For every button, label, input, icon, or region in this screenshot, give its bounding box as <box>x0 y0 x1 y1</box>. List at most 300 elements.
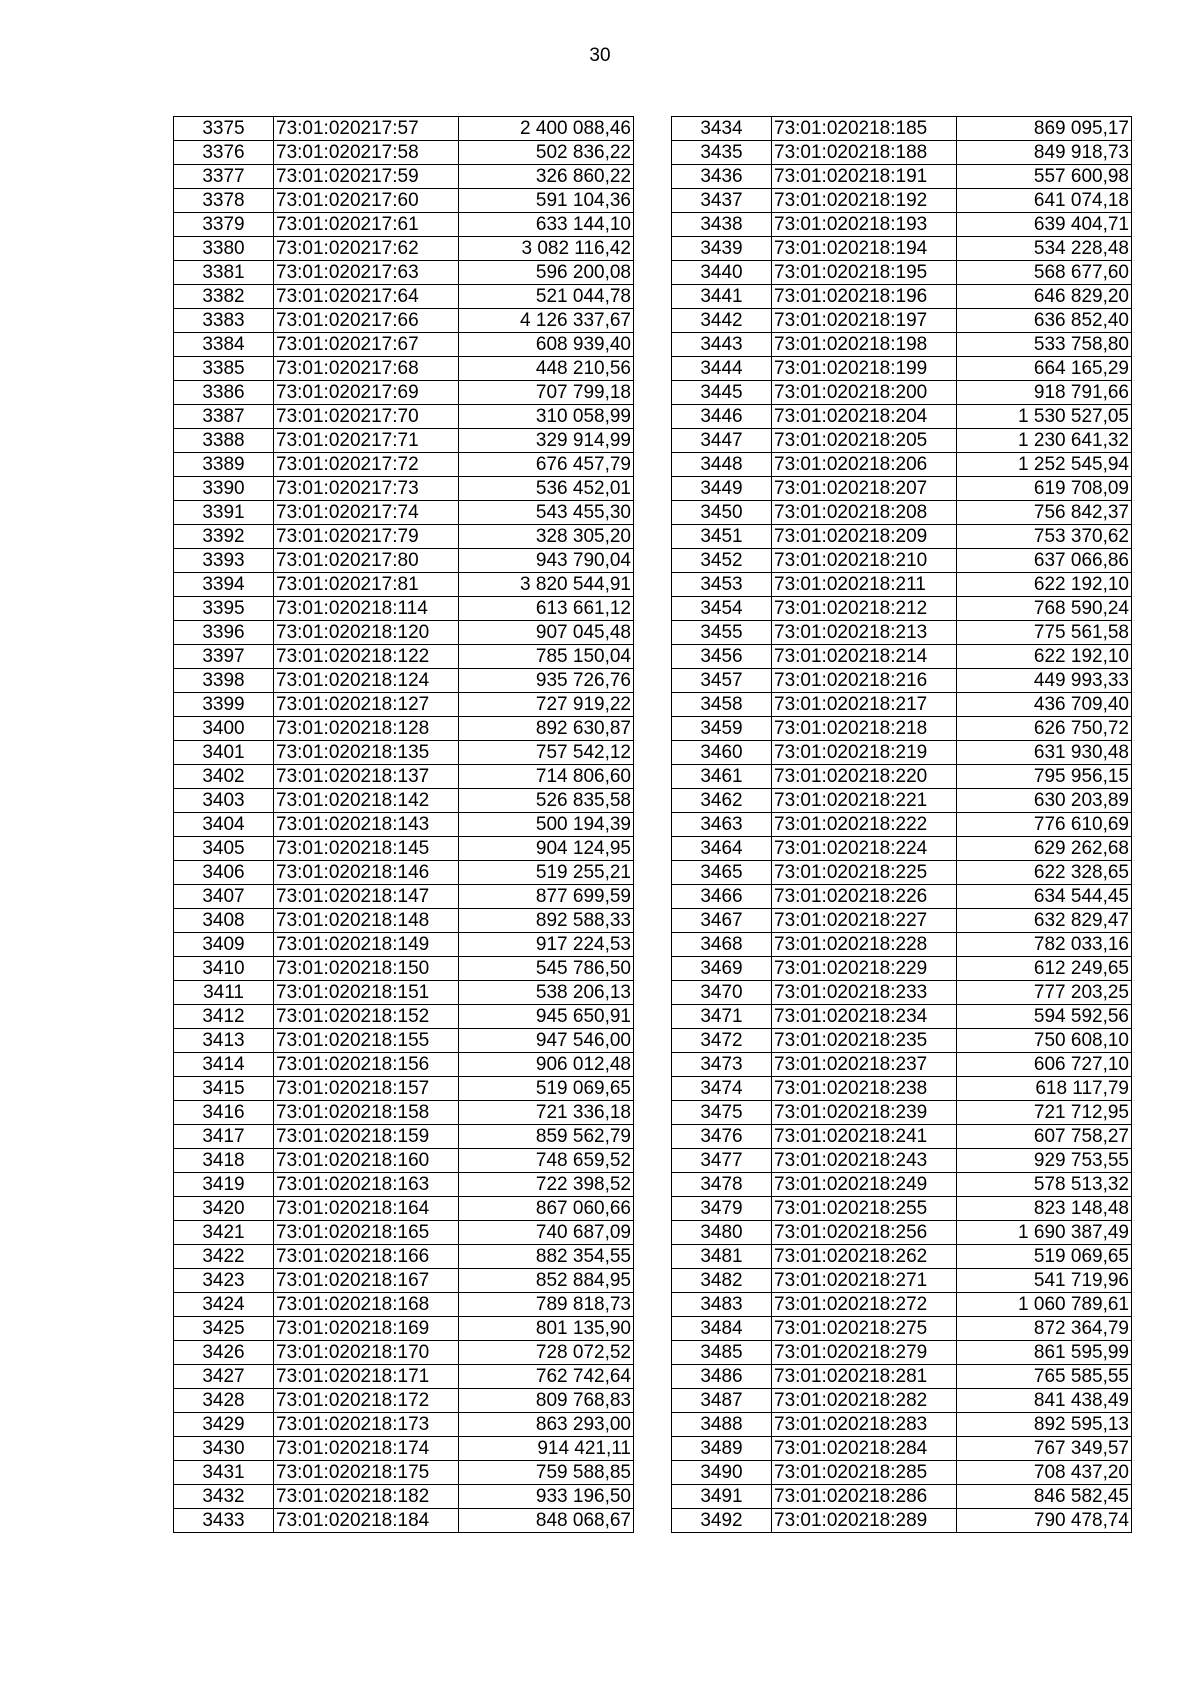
value-cell: 809 768,83 <box>459 1389 634 1413</box>
cadastral-number-cell: 73:01:020217:72 <box>274 453 459 477</box>
cadastral-number-cell: 73:01:020218:272 <box>772 1293 957 1317</box>
row-number-cell: 3419 <box>174 1173 274 1197</box>
value-cell: 622 328,65 <box>957 861 1132 885</box>
row-number-cell: 3424 <box>174 1293 274 1317</box>
table-row <box>174 1005 634 1029</box>
table-row <box>672 165 1132 189</box>
row-number-cell: 3477 <box>672 1149 772 1173</box>
table-row <box>672 357 1132 381</box>
value-cell: 1 230 641,32 <box>957 429 1132 453</box>
cadastral-number-cell: 73:01:020218:275 <box>772 1317 957 1341</box>
cadastral-number-cell: 73:01:020218:279 <box>772 1341 957 1365</box>
cadastral-number-cell: 73:01:020218:221 <box>772 789 957 813</box>
row-number-cell: 3432 <box>174 1485 274 1509</box>
left-table <box>173 116 634 1533</box>
cadastral-number-cell: 73:01:020218:235 <box>772 1029 957 1053</box>
value-cell: 543 455,30 <box>459 501 634 525</box>
value-cell: 594 592,56 <box>957 1005 1132 1029</box>
table-row <box>672 645 1132 669</box>
row-number-cell: 3441 <box>672 285 772 309</box>
value-cell: 872 364,79 <box>957 1317 1132 1341</box>
table-row <box>672 381 1132 405</box>
table-row <box>174 213 634 237</box>
table-row <box>174 1317 634 1341</box>
table-row <box>672 525 1132 549</box>
value-cell: 1 252 545,94 <box>957 453 1132 477</box>
row-number-cell: 3471 <box>672 1005 772 1029</box>
table-row <box>672 1461 1132 1485</box>
cadastral-number-cell: 73:01:020218:143 <box>274 813 459 837</box>
value-cell: 634 544,45 <box>957 885 1132 909</box>
table-row <box>174 717 634 741</box>
value-cell: 502 836,22 <box>459 141 634 165</box>
value-cell: 767 349,57 <box>957 1437 1132 1461</box>
cadastral-number-cell: 73:01:020218:172 <box>274 1389 459 1413</box>
table-row <box>174 1365 634 1389</box>
cadastral-number-cell: 73:01:020218:217 <box>772 693 957 717</box>
table-row <box>174 1461 634 1485</box>
table-row <box>174 1125 634 1149</box>
row-number-cell: 3393 <box>174 549 274 573</box>
value-cell: 608 939,40 <box>459 333 634 357</box>
cadastral-number-cell: 73:01:020218:204 <box>772 405 957 429</box>
cadastral-number-cell: 73:01:020218:150 <box>274 957 459 981</box>
cadastral-number-cell: 73:01:020217:79 <box>274 525 459 549</box>
cadastral-number-cell: 73:01:020218:219 <box>772 741 957 765</box>
right-table-body <box>672 117 1132 1533</box>
value-cell: 848 068,67 <box>459 1509 634 1533</box>
table-row <box>672 1365 1132 1389</box>
value-cell: 801 135,90 <box>459 1317 634 1341</box>
value-cell: 676 457,79 <box>459 453 634 477</box>
row-number-cell: 3376 <box>174 141 274 165</box>
table-row <box>672 1005 1132 1029</box>
row-number-cell: 3380 <box>174 237 274 261</box>
table-row <box>174 645 634 669</box>
table-row <box>174 285 634 309</box>
row-number-cell: 3386 <box>174 381 274 405</box>
row-number-cell: 3423 <box>174 1269 274 1293</box>
cadastral-number-cell: 73:01:020218:241 <box>772 1125 957 1149</box>
row-number-cell: 3472 <box>672 1029 772 1053</box>
value-cell: 768 590,24 <box>957 597 1132 621</box>
value-cell: 545 786,50 <box>459 957 634 981</box>
row-number-cell: 3379 <box>174 213 274 237</box>
value-cell: 933 196,50 <box>459 1485 634 1509</box>
cadastral-number-cell: 73:01:020218:120 <box>274 621 459 645</box>
row-number-cell: 3483 <box>672 1293 772 1317</box>
row-number-cell: 3409 <box>174 933 274 957</box>
value-cell: 328 305,20 <box>459 525 634 549</box>
row-number-cell: 3401 <box>174 741 274 765</box>
row-number-cell: 3422 <box>174 1245 274 1269</box>
value-cell: 449 993,33 <box>957 669 1132 693</box>
table-row <box>174 1053 634 1077</box>
row-number-cell: 3418 <box>174 1149 274 1173</box>
left-table-body <box>174 117 634 1533</box>
table-row <box>174 453 634 477</box>
value-cell: 728 072,52 <box>459 1341 634 1365</box>
value-cell: 849 918,73 <box>957 141 1132 165</box>
cadastral-number-cell: 73:01:020218:152 <box>274 1005 459 1029</box>
cadastral-number-cell: 73:01:020218:239 <box>772 1101 957 1125</box>
value-cell: 641 074,18 <box>957 189 1132 213</box>
value-cell: 943 790,04 <box>459 549 634 573</box>
row-number-cell: 3452 <box>672 549 772 573</box>
value-cell: 536 452,01 <box>459 477 634 501</box>
row-number-cell: 3478 <box>672 1173 772 1197</box>
cadastral-number-cell: 73:01:020218:114 <box>274 597 459 621</box>
table-row <box>174 621 634 645</box>
row-number-cell: 3491 <box>672 1485 772 1509</box>
value-cell: 904 124,95 <box>459 837 634 861</box>
cadastral-number-cell: 73:01:020218:191 <box>772 165 957 189</box>
table-row <box>672 1485 1132 1509</box>
row-number-cell: 3459 <box>672 717 772 741</box>
table-row <box>672 981 1132 1005</box>
cadastral-number-cell: 73:01:020218:168 <box>274 1293 459 1317</box>
table-row <box>174 1221 634 1245</box>
row-number-cell: 3388 <box>174 429 274 453</box>
value-cell: 519 069,65 <box>957 1245 1132 1269</box>
value-cell: 762 742,64 <box>459 1365 634 1389</box>
row-number-cell: 3415 <box>174 1077 274 1101</box>
value-cell: 785 150,04 <box>459 645 634 669</box>
value-cell: 859 562,79 <box>459 1125 634 1149</box>
table-row <box>672 597 1132 621</box>
row-number-cell: 3398 <box>174 669 274 693</box>
value-cell: 823 148,48 <box>957 1197 1132 1221</box>
value-cell: 892 595,13 <box>957 1413 1132 1437</box>
cadastral-number-cell: 73:01:020218:209 <box>772 525 957 549</box>
row-number-cell: 3447 <box>672 429 772 453</box>
table-row <box>672 141 1132 165</box>
value-cell: 519 069,65 <box>459 1077 634 1101</box>
cadastral-number-cell: 73:01:020218:184 <box>274 1509 459 1533</box>
table-row <box>174 693 634 717</box>
table-row <box>672 1173 1132 1197</box>
cadastral-number-cell: 73:01:020218:205 <box>772 429 957 453</box>
cadastral-number-cell: 73:01:020218:145 <box>274 837 459 861</box>
cadastral-number-cell: 73:01:020218:169 <box>274 1317 459 1341</box>
cadastral-number-cell: 73:01:020217:71 <box>274 429 459 453</box>
cadastral-number-cell: 73:01:020218:238 <box>772 1077 957 1101</box>
cadastral-number-cell: 73:01:020218:135 <box>274 741 459 765</box>
row-number-cell: 3482 <box>672 1269 772 1293</box>
value-cell: 1 060 789,61 <box>957 1293 1132 1317</box>
table-row <box>174 1149 634 1173</box>
cadastral-number-cell: 73:01:020218:157 <box>274 1077 459 1101</box>
row-number-cell: 3399 <box>174 693 274 717</box>
value-cell: 892 588,33 <box>459 909 634 933</box>
table-row <box>174 309 634 333</box>
cadastral-number-cell: 73:01:020218:212 <box>772 597 957 621</box>
cadastral-number-cell: 73:01:020218:170 <box>274 1341 459 1365</box>
row-number-cell: 3428 <box>174 1389 274 1413</box>
cadastral-number-cell: 73:01:020218:127 <box>274 693 459 717</box>
table-row <box>174 909 634 933</box>
table-row <box>174 885 634 909</box>
value-cell: 841 438,49 <box>957 1389 1132 1413</box>
table-row <box>672 453 1132 477</box>
cadastral-number-cell: 73:01:020218:155 <box>274 1029 459 1053</box>
value-cell: 852 884,95 <box>459 1269 634 1293</box>
table-row <box>672 765 1132 789</box>
cadastral-number-cell: 73:01:020218:166 <box>274 1245 459 1269</box>
value-cell: 2 400 088,46 <box>459 117 634 141</box>
table-row <box>672 477 1132 501</box>
cadastral-number-cell: 73:01:020217:58 <box>274 141 459 165</box>
cadastral-number-cell: 73:01:020218:163 <box>274 1173 459 1197</box>
cadastral-number-cell: 73:01:020218:256 <box>772 1221 957 1245</box>
table-row <box>672 1197 1132 1221</box>
row-number-cell: 3451 <box>672 525 772 549</box>
value-cell: 782 033,16 <box>957 933 1132 957</box>
value-cell: 664 165,29 <box>957 357 1132 381</box>
table-row <box>174 165 634 189</box>
value-cell: 727 919,22 <box>459 693 634 717</box>
value-cell: 846 582,45 <box>957 1485 1132 1509</box>
cadastral-number-cell: 73:01:020218:173 <box>274 1413 459 1437</box>
table-row <box>672 1437 1132 1461</box>
cadastral-number-cell: 73:01:020217:63 <box>274 261 459 285</box>
cadastral-number-cell: 73:01:020218:142 <box>274 789 459 813</box>
cadastral-number-cell: 73:01:020218:197 <box>772 309 957 333</box>
cadastral-number-cell: 73:01:020217:67 <box>274 333 459 357</box>
cadastral-number-cell: 73:01:020217:73 <box>274 477 459 501</box>
table-row <box>672 693 1132 717</box>
cadastral-number-cell: 73:01:020218:283 <box>772 1413 957 1437</box>
row-number-cell: 3467 <box>672 909 772 933</box>
cadastral-number-cell: 73:01:020218:160 <box>274 1149 459 1173</box>
table-row <box>672 573 1132 597</box>
value-cell: 541 719,96 <box>957 1269 1132 1293</box>
row-number-cell: 3420 <box>174 1197 274 1221</box>
row-number-cell: 3382 <box>174 285 274 309</box>
value-cell: 500 194,39 <box>459 813 634 837</box>
value-cell: 646 829,20 <box>957 285 1132 309</box>
row-number-cell: 3485 <box>672 1341 772 1365</box>
cadastral-number-cell: 73:01:020218:249 <box>772 1173 957 1197</box>
row-number-cell: 3412 <box>174 1005 274 1029</box>
cadastral-number-cell: 73:01:020218:216 <box>772 669 957 693</box>
cadastral-number-cell: 73:01:020218:289 <box>772 1509 957 1533</box>
row-number-cell: 3468 <box>672 933 772 957</box>
row-number-cell: 3490 <box>672 1461 772 1485</box>
cadastral-number-cell: 73:01:020218:255 <box>772 1197 957 1221</box>
table-row <box>672 1221 1132 1245</box>
table-row <box>672 1317 1132 1341</box>
cadastral-number-cell: 73:01:020218:233 <box>772 981 957 1005</box>
cadastral-number-cell: 73:01:020218:188 <box>772 141 957 165</box>
table-row <box>672 1245 1132 1269</box>
row-number-cell: 3461 <box>672 765 772 789</box>
row-number-cell: 3413 <box>174 1029 274 1053</box>
table-row <box>672 333 1132 357</box>
row-number-cell: 3445 <box>672 381 772 405</box>
cadastral-number-cell: 73:01:020218:282 <box>772 1389 957 1413</box>
row-number-cell: 3433 <box>174 1509 274 1533</box>
cadastral-number-cell: 73:01:020218:198 <box>772 333 957 357</box>
table-row <box>672 261 1132 285</box>
cadastral-number-cell: 73:01:020218:271 <box>772 1269 957 1293</box>
value-cell: 740 687,09 <box>459 1221 634 1245</box>
cadastral-number-cell: 73:01:020218:185 <box>772 117 957 141</box>
cadastral-number-cell: 73:01:020217:62 <box>274 237 459 261</box>
row-number-cell: 3429 <box>174 1413 274 1437</box>
cadastral-number-cell: 73:01:020217:57 <box>274 117 459 141</box>
table-row <box>672 549 1132 573</box>
cadastral-number-cell: 73:01:020218:192 <box>772 189 957 213</box>
row-number-cell: 3492 <box>672 1509 772 1533</box>
row-number-cell: 3385 <box>174 357 274 381</box>
value-cell: 753 370,62 <box>957 525 1132 549</box>
table-row <box>174 1077 634 1101</box>
table-row <box>672 429 1132 453</box>
cadastral-number-cell: 73:01:020218:194 <box>772 237 957 261</box>
row-number-cell: 3389 <box>174 453 274 477</box>
table-row <box>672 1029 1132 1053</box>
table-row <box>672 621 1132 645</box>
row-number-cell: 3460 <box>672 741 772 765</box>
value-cell: 612 249,65 <box>957 957 1132 981</box>
row-number-cell: 3408 <box>174 909 274 933</box>
value-cell: 748 659,52 <box>459 1149 634 1173</box>
cadastral-number-cell: 73:01:020218:224 <box>772 837 957 861</box>
value-cell: 750 608,10 <box>957 1029 1132 1053</box>
table-row <box>174 1389 634 1413</box>
cadastral-number-cell: 73:01:020217:70 <box>274 405 459 429</box>
cadastral-number-cell: 73:01:020217:81 <box>274 573 459 597</box>
table-row <box>672 1077 1132 1101</box>
value-cell: 929 753,55 <box>957 1149 1132 1173</box>
row-number-cell: 3375 <box>174 117 274 141</box>
row-number-cell: 3396 <box>174 621 274 645</box>
cadastral-number-cell: 73:01:020218:286 <box>772 1485 957 1509</box>
row-number-cell: 3435 <box>672 141 772 165</box>
table-row <box>672 1341 1132 1365</box>
table-row <box>174 1101 634 1125</box>
value-cell: 721 336,18 <box>459 1101 634 1125</box>
cadastral-number-cell: 73:01:020218:222 <box>772 813 957 837</box>
value-cell: 633 144,10 <box>459 213 634 237</box>
cadastral-number-cell: 73:01:020218:182 <box>274 1485 459 1509</box>
table-row <box>672 237 1132 261</box>
cadastral-number-cell: 73:01:020217:60 <box>274 189 459 213</box>
cadastral-number-cell: 73:01:020218:167 <box>274 1269 459 1293</box>
table-row <box>672 189 1132 213</box>
table-row <box>174 837 634 861</box>
cadastral-number-cell: 73:01:020217:80 <box>274 549 459 573</box>
value-cell: 861 595,99 <box>957 1341 1132 1365</box>
table-row <box>672 1269 1132 1293</box>
table-row <box>174 957 634 981</box>
row-number-cell: 3417 <box>174 1125 274 1149</box>
cadastral-number-cell: 73:01:020218:199 <box>772 357 957 381</box>
table-row <box>174 789 634 813</box>
value-cell: 637 066,86 <box>957 549 1132 573</box>
row-number-cell: 3466 <box>672 885 772 909</box>
value-cell: 757 542,12 <box>459 741 634 765</box>
row-number-cell: 3381 <box>174 261 274 285</box>
cadastral-number-cell: 73:01:020218:165 <box>274 1221 459 1245</box>
row-number-cell: 3446 <box>672 405 772 429</box>
cadastral-number-cell: 73:01:020218:206 <box>772 453 957 477</box>
row-number-cell: 3442 <box>672 309 772 333</box>
value-cell: 877 699,59 <box>459 885 634 909</box>
cadastral-number-cell: 73:01:020218:175 <box>274 1461 459 1485</box>
table-row <box>174 381 634 405</box>
table-row <box>672 1125 1132 1149</box>
table-row <box>672 861 1132 885</box>
value-cell: 790 478,74 <box>957 1509 1132 1533</box>
cadastral-number-cell: 73:01:020218:284 <box>772 1437 957 1461</box>
value-cell: 533 758,80 <box>957 333 1132 357</box>
value-cell: 578 513,32 <box>957 1173 1132 1197</box>
value-cell: 310 058,99 <box>459 405 634 429</box>
cadastral-number-cell: 73:01:020217:68 <box>274 357 459 381</box>
cadastral-number-cell: 73:01:020218:193 <box>772 213 957 237</box>
table-row <box>174 1413 634 1437</box>
row-number-cell: 3387 <box>174 405 274 429</box>
value-cell: 448 210,56 <box>459 357 634 381</box>
cadastral-number-cell: 73:01:020218:225 <box>772 861 957 885</box>
cadastral-number-cell: 73:01:020218:218 <box>772 717 957 741</box>
row-number-cell: 3397 <box>174 645 274 669</box>
table-row <box>672 957 1132 981</box>
cadastral-number-cell: 73:01:020218:208 <box>772 501 957 525</box>
value-cell: 618 117,79 <box>957 1077 1132 1101</box>
row-number-cell: 3437 <box>672 189 772 213</box>
table-row <box>174 933 634 957</box>
cadastral-number-cell: 73:01:020218:262 <box>772 1245 957 1269</box>
row-number-cell: 3390 <box>174 477 274 501</box>
row-number-cell: 3486 <box>672 1365 772 1389</box>
table-row <box>174 189 634 213</box>
row-number-cell: 3470 <box>672 981 772 1005</box>
table-row <box>174 237 634 261</box>
cadastral-number-cell: 73:01:020218:228 <box>772 933 957 957</box>
cadastral-number-cell: 73:01:020217:69 <box>274 381 459 405</box>
row-number-cell: 3479 <box>672 1197 772 1221</box>
table-row <box>672 669 1132 693</box>
cadastral-number-cell: 73:01:020218:229 <box>772 957 957 981</box>
cadastral-number-cell: 73:01:020218:146 <box>274 861 459 885</box>
value-cell: 3 082 116,42 <box>459 237 634 261</box>
table-row <box>174 1197 634 1221</box>
row-number-cell: 3403 <box>174 789 274 813</box>
value-cell: 707 799,18 <box>459 381 634 405</box>
row-number-cell: 3439 <box>672 237 772 261</box>
cadastral-number-cell: 73:01:020218:124 <box>274 669 459 693</box>
value-cell: 631 930,48 <box>957 741 1132 765</box>
table-row <box>174 333 634 357</box>
value-cell: 1 530 527,05 <box>957 405 1132 429</box>
value-cell: 630 203,89 <box>957 789 1132 813</box>
value-cell: 3 820 544,91 <box>459 573 634 597</box>
cadastral-number-cell: 73:01:020218:122 <box>274 645 459 669</box>
row-number-cell: 3481 <box>672 1245 772 1269</box>
table-row <box>174 741 634 765</box>
row-number-cell: 3410 <box>174 957 274 981</box>
value-cell: 777 203,25 <box>957 981 1132 1005</box>
value-cell: 519 255,21 <box>459 861 634 885</box>
value-cell: 708 437,20 <box>957 1461 1132 1485</box>
cadastral-number-cell: 73:01:020218:195 <box>772 261 957 285</box>
value-cell: 591 104,36 <box>459 189 634 213</box>
cadastral-number-cell: 73:01:020217:66 <box>274 309 459 333</box>
cadastral-number-cell: 73:01:020217:64 <box>274 285 459 309</box>
